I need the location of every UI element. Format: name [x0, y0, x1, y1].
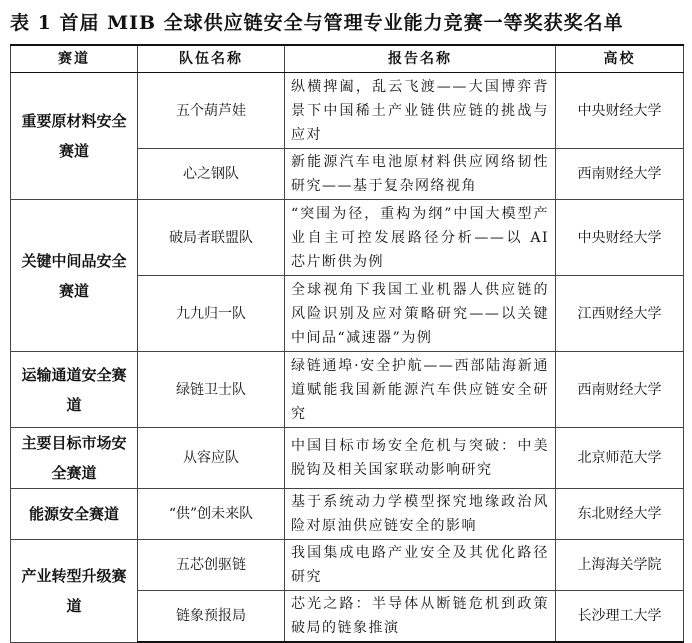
- team-name: 五个葫芦娃: [138, 73, 285, 149]
- team-name: “供”创未来队: [138, 489, 285, 540]
- university: 北京师范大学: [556, 428, 684, 489]
- track-name: 产业转型升级赛道: [11, 540, 138, 643]
- table-row: [11, 428, 684, 489]
- header-report: 报告名称: [285, 45, 556, 73]
- university: 西南财经大学: [556, 352, 684, 428]
- table-row: [11, 540, 684, 591]
- report-title: “突围为径，重构为纲”中国大模型产业自主可控发展路径分析——以 AI 芯片断供为例: [285, 200, 556, 276]
- track-name: 重要原材料安全赛道: [11, 73, 138, 200]
- university: 中央财经大学: [556, 200, 684, 276]
- table-row: [11, 352, 684, 428]
- track-name: 运输通道安全赛道: [11, 352, 138, 428]
- report-title: 纵横捭阖，乱云飞渡——大国博弈背景下中国稀土产业链供应链的挑战与应对: [285, 73, 556, 149]
- report-title: 基于系统动力学模型探究地缘政治风险对原油供应链安全的影响: [285, 489, 556, 540]
- track-name: 关键中间品安全赛道: [11, 200, 138, 352]
- table-row: [11, 200, 684, 276]
- university: 上海海关学院: [556, 540, 684, 591]
- report-title: 全球视角下我国工业机器人供应链的风险识别及应对策略研究——以关键中间品“减速器”为例: [285, 276, 556, 352]
- team-name: 九九归一队: [138, 276, 285, 352]
- university: 长沙理工大学: [556, 591, 684, 643]
- track-name: 能源安全赛道: [11, 489, 138, 540]
- report-title: 新能源汽车电池原材料供应网络韧性研究——基于复杂网络视角: [285, 149, 556, 200]
- university: 西南财经大学: [556, 149, 684, 200]
- report-title: 我国集成电路产业安全及其优化路径研究: [285, 540, 556, 591]
- header-university: 高校: [556, 45, 684, 73]
- team-name: 五芯创驱链: [138, 540, 285, 591]
- team-name: 破局者联盟队: [138, 200, 285, 276]
- table-row: [11, 73, 684, 149]
- header-team: 队伍名称: [138, 45, 285, 73]
- report-title: 中国目标市场安全危机与突破：中美脱钩及相关国家联动影响研究: [285, 428, 556, 489]
- team-name: 绿链卫士队: [138, 352, 285, 428]
- award-table: [10, 44, 684, 643]
- header-track: 赛道: [11, 45, 138, 73]
- team-name: 链象预报局: [138, 591, 285, 643]
- track-name: 主要目标市场安全赛道: [11, 428, 138, 489]
- team-name: 从容应队: [138, 428, 285, 489]
- table-title: 表 1 首届 MIB 全球供应链安全与管理专业能力竞赛一等奖获奖名单: [10, 12, 624, 34]
- table-row: [11, 489, 684, 540]
- report-title: 芯光之路：半导体从断链危机到政策破局的链象推演: [285, 591, 556, 643]
- report-title: 绿链通埠·安全护航——西部陆海新通道赋能我国新能源汽车供应链安全研究: [285, 352, 556, 428]
- header-row: [11, 45, 684, 73]
- university: 中央财经大学: [556, 73, 684, 149]
- team-name: 心之钢队: [138, 149, 285, 200]
- university: 江西财经大学: [556, 276, 684, 352]
- university: 东北财经大学: [556, 489, 684, 540]
